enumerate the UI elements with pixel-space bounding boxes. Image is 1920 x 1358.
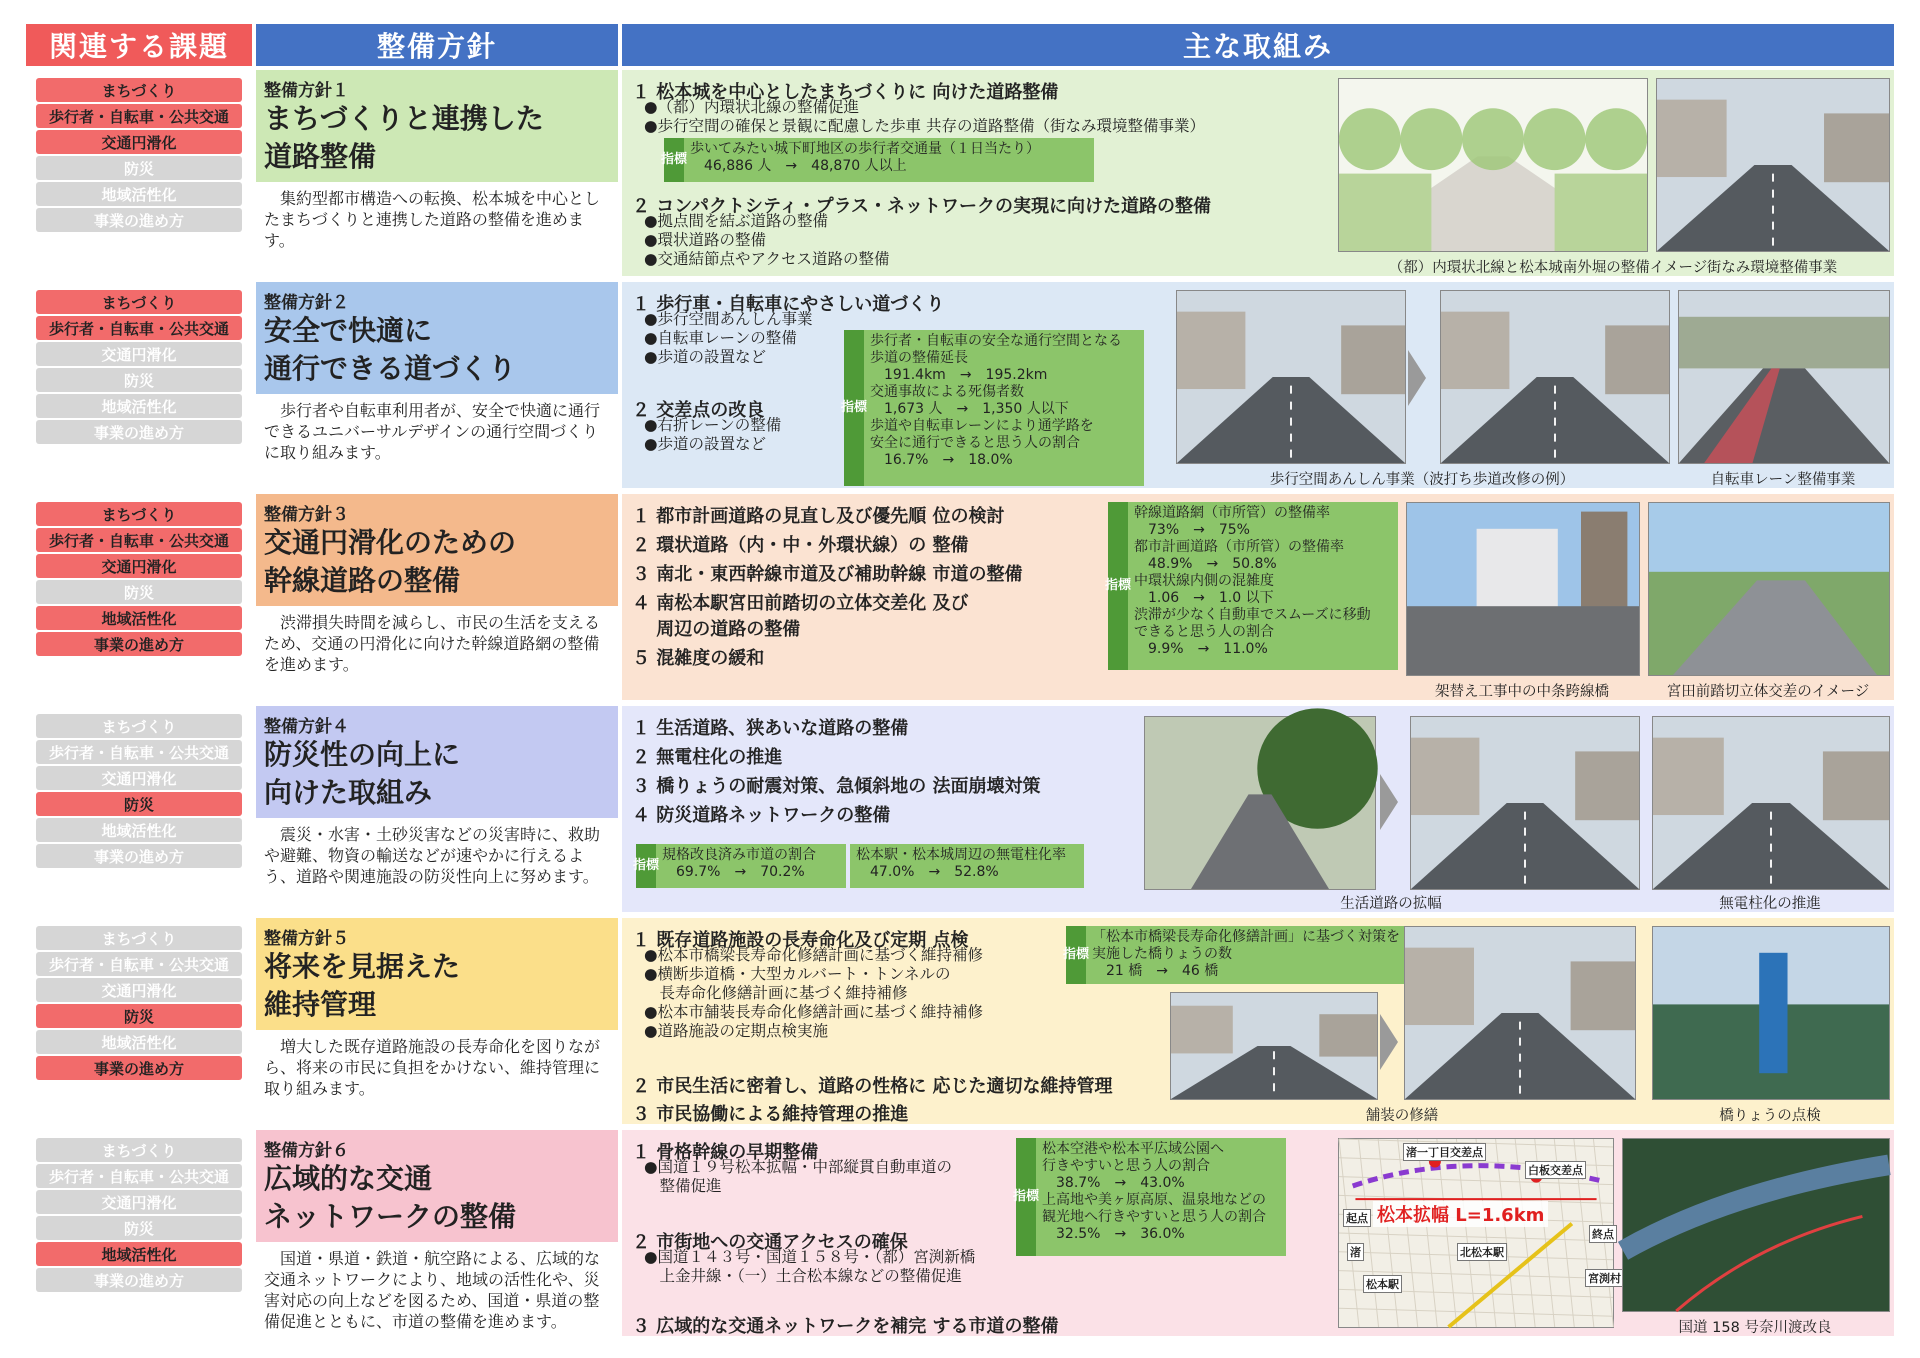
action-item: ２ 交差点の改良 <box>632 400 765 421</box>
policy-number: 整備方針３ <box>264 505 349 525</box>
action-item: ４ 防災道路ネットワークの整備 <box>632 805 891 826</box>
policy-header <box>256 494 618 606</box>
photo-caption: 橋りょうの点検 <box>1719 1108 1821 1124</box>
indicator-text: 「松本市橋梁長寿命化修繕計画」に基づく対策を 実施した橋りょうの数 21 橋 → 46 橋 <box>1092 929 1400 979</box>
policy-description: 震災・水害・土砂災害などの災害時に、救助や避難、物資の輸送などが速やかに行えるよう、道路や関連施設の防災性向上に努めます。 <box>256 818 618 918</box>
photo-image <box>1648 502 1890 676</box>
indicator-box <box>1105 502 1398 670</box>
policy-block <box>256 282 618 488</box>
policy-title: まちづくりと連携した 道路整備 <box>264 102 544 173</box>
photo-image <box>1404 926 1636 1100</box>
issue-tag: 地域活性化 <box>36 606 242 630</box>
photo-image <box>1656 78 1890 252</box>
issue-tag: 防災 <box>36 580 242 604</box>
issue-tag: 事業の進め方 <box>36 844 242 868</box>
photo-image <box>1170 992 1378 1100</box>
action-item: ２ 市民生活に密着し、道路の性格に 応じた適切な維持管理 <box>632 1076 1113 1097</box>
policy-header <box>256 918 618 1030</box>
map-section-label: 松本拡幅 L=1.6km <box>1373 1201 1548 1227</box>
action-subitems: ●松本市橋梁長寿命化修繕計画に基づく維持補修 ●横断歩道橋・大型カルバート・トンネルの 長寿命化修繕計画に基づく維持補修 ●松本市舗装長寿命化修繕計画に基づく維持補修 ●道路施設の定期点検実施 <box>644 946 984 1040</box>
map-label: 北松本駅 <box>1457 1243 1507 1261</box>
issue-tag: 交通円滑化 <box>36 554 242 578</box>
indicator-text: 松本空港や松本平広域公園へ 行きやすいと思う人の割合 38.7% → 43.0% 上高地や美ヶ原高原、温泉地などの 観光地へ行きやすいと思う人の割合 32.5% → 36.0% <box>1042 1141 1266 1242</box>
action-item: １ 歩行車・自転車にやさしい道づくり <box>632 294 945 315</box>
action-subitems: ●拠点間を結ぶ道路の整備 ●環状道路の整備 ●交通結節点やアクセス道路の整備 <box>644 212 890 268</box>
indicator-label: 指標 <box>1108 502 1128 670</box>
map-label: 渚一丁目交差点 <box>1403 1143 1486 1161</box>
issue-tag: 歩行者・自転車・公共交通 <box>36 740 242 764</box>
issue-tags <box>26 1130 252 1336</box>
action-subitems: ●国道１９号松本拡幅・中部縦貫自動車道の 整備促進 <box>644 1158 953 1195</box>
photo-caption: 生活道路の拡幅 <box>1340 896 1442 912</box>
action-item: １ 都市計画道路の見直し及び優先順 位の検討 <box>632 506 1005 527</box>
issue-tag: まちづくり <box>36 502 242 526</box>
policy-header <box>256 706 618 818</box>
issue-tag: 事業の進め方 <box>36 632 242 656</box>
issue-tag: 事業の進め方 <box>36 420 242 444</box>
policy-title: 将来を見据えた 維持管理 <box>264 950 461 1021</box>
policy-description: 国道・県道・鉄道・航空路による、広域的な交通ネットワークにより、地域の活性化や、災害対応の向上などを図るため、国道・県道の整備促進とともに、市道の整備を進めます。 <box>256 1242 618 1342</box>
issue-tag: 歩行者・自転車・公共交通 <box>36 1164 242 1188</box>
issue-tags <box>26 706 252 912</box>
photo-image <box>1652 716 1890 890</box>
action-item: ２ 無電柱化の推進 <box>632 747 783 768</box>
issue-tag: 防災 <box>36 792 242 816</box>
policy-block <box>256 706 618 912</box>
issue-tag: 防災 <box>36 156 242 180</box>
policy-title: 広域的な交通 ネットワークの整備 <box>264 1162 517 1233</box>
indicator-text: 歩行者・自転車の安全な通行空間となる 歩道の整備延長 191.4km → 195.2km 交通事故による死傷者数 1,673 人 → 1,350 人以下 歩道や自転車レーンにより通学路を 安全に通行できると思う人の割合 16.7% → 18.0% <box>870 333 1122 468</box>
photo-caption: 宮田前踏切立体交差のイメージ <box>1666 684 1870 700</box>
action-item: １ 既存道路施設の長寿命化及び定期 点検 <box>632 930 969 951</box>
actions-block <box>622 282 1894 488</box>
action-subitems: ●国道１４３号・国道１５８号・（都）宮渕新橋 上金井線・（一）土合松本線などの整備促進 <box>644 1248 976 1285</box>
indicator-text: 歩いてみたい城下町地区の歩行者交通量（１日当たり） 46,886 人 → 48,870 人以上 <box>690 141 1040 174</box>
actions-block <box>622 494 1894 700</box>
issue-tag: 歩行者・自転車・公共交通 <box>36 104 242 128</box>
policy-block <box>256 494 618 700</box>
indicator-label: 指標 <box>636 844 656 888</box>
photo-image <box>1410 716 1640 890</box>
indicator-label: 指標 <box>844 330 864 486</box>
issue-tag: まちづくり <box>36 290 242 314</box>
policy-block <box>256 918 618 1124</box>
issue-tags <box>26 70 252 276</box>
policy-row-6 <box>26 1130 1894 1336</box>
policy-title: 安全で快適に 通行できる道づくり <box>264 314 517 385</box>
indicator-box <box>633 844 846 888</box>
policy-number: 整備方針１ <box>264 81 349 101</box>
photo-caption: 自転車レーン整備事業 <box>1710 472 1856 488</box>
photo-image <box>1678 290 1890 464</box>
action-item: ２ 環状道路（内・中・外環状線）の 整備 <box>632 535 969 556</box>
actions-block <box>622 1130 1894 1336</box>
issue-tags <box>26 918 252 1124</box>
issue-tags <box>26 494 252 700</box>
issue-tag: 交通円滑化 <box>36 978 242 1002</box>
policy-row-3 <box>26 494 1894 700</box>
photo-caption: 歩行空間あんしん事業（波打ち歩道改修の例） <box>1269 472 1575 488</box>
action-item: ５ 混雑度の緩和 <box>632 648 765 669</box>
issue-tag: 地域活性化 <box>36 182 242 206</box>
issue-tag: 歩行者・自転車・公共交通 <box>36 952 242 976</box>
issue-tag: 地域活性化 <box>36 818 242 842</box>
header-policy: 整備方針 <box>256 24 618 66</box>
indicator-box <box>841 330 1144 486</box>
issue-tag: 交通円滑化 <box>36 130 242 154</box>
photo-caption: 国道 158 号奈川渡改良 <box>1678 1320 1832 1336</box>
policy-description: 集約型都市構造への転換、松本城を中心としたまちづくりと連携した道路の整備を進めます。 <box>256 182 618 282</box>
action-item: ３ 南北・東西幹線市道及び補助幹線 市道の整備 <box>632 564 1023 585</box>
header-issues: 関連する課題 <box>26 24 252 66</box>
issue-tag: 交通円滑化 <box>36 766 242 790</box>
photo-caption: 無電柱化の推進 <box>1719 896 1821 912</box>
action-item: １ 骨格幹線の早期整備 <box>632 1142 819 1163</box>
indicator-label: 指標 <box>1016 1138 1036 1256</box>
action-item: ３ 市民協働による維持管理の推進 <box>632 1104 909 1125</box>
photo-image <box>1338 78 1648 252</box>
policy-row-1 <box>26 70 1894 276</box>
issue-tag: 事業の進め方 <box>36 208 242 232</box>
indicator-text: 松本駅・松本城周辺の無電柱化率 47.0% → 52.8% <box>856 847 1066 880</box>
arrow-icon <box>1380 774 1398 830</box>
arrow-icon <box>1408 350 1426 406</box>
photo-image <box>1144 716 1376 890</box>
policy-description: 渋滞損失時間を減らし、市民の生活を支えるため、交通の円滑化に向けた幹線道路網の整備を進めます。 <box>256 606 618 706</box>
photo-caption: 街なみ環境整備事業 <box>1706 260 1838 276</box>
photo-image <box>1622 1138 1890 1312</box>
policy-title: 防災性の向上に 向けた取組み <box>264 738 461 809</box>
map-label: 宮渕村 <box>1585 1269 1624 1287</box>
policy-row-5 <box>26 918 1894 1124</box>
indicator-box <box>1063 926 1436 984</box>
actions-block <box>622 918 1894 1124</box>
action-item: ３ 橋りょうの耐震対策、急傾斜地の 法面崩壊対策 <box>632 776 1041 797</box>
indicator-label: 指標 <box>1066 926 1086 984</box>
map-label: 松本駅 <box>1363 1275 1402 1293</box>
policy-block <box>256 70 618 276</box>
issue-tag: 防災 <box>36 368 242 392</box>
issue-tag: 事業の進め方 <box>36 1056 242 1080</box>
issue-tags <box>26 282 252 488</box>
indicator-box <box>1013 1138 1286 1256</box>
policy-number: 整備方針４ <box>264 717 349 737</box>
action-subitems: ●右折レーンの整備 ●歩道の設置など <box>644 416 782 453</box>
photo-image <box>1440 290 1670 464</box>
policy-block <box>256 1130 618 1336</box>
photo-caption: （都）内環状北線と松本城南外堀の整備イメージ <box>1388 260 1708 276</box>
action-item: １ 松本城を中心としたまちづくりに 向けた道路整備 <box>632 82 1059 103</box>
arrow-icon <box>1380 1014 1398 1070</box>
issue-tag: 事業の進め方 <box>36 1268 242 1292</box>
photo-image <box>1176 290 1406 464</box>
map-label: 起点 <box>1343 1209 1371 1227</box>
issue-tag: 防災 <box>36 1216 242 1240</box>
issue-tag: 地域活性化 <box>36 1030 242 1054</box>
policy-description: 歩行者や自転車利用者が、安全で快適に通行できるユニバーサルデザインの通行空間づくりに取り組みます。 <box>256 394 618 494</box>
issue-tag: 地域活性化 <box>36 1242 242 1266</box>
indicator-box <box>661 138 1094 182</box>
photo-image <box>1406 502 1640 676</box>
policy-header <box>256 282 618 394</box>
policy-header <box>256 1130 618 1242</box>
map-label: 渚 <box>1347 1243 1364 1261</box>
issue-tag: 交通円滑化 <box>36 1190 242 1214</box>
action-item: ４ 南松本駅宮田前踏切の立体交差化 及び 周辺の道路の整備 <box>632 593 969 640</box>
action-subitems: ●歩行空間あんしん事業 ●自転車レーンの整備 ●歩道の設置など <box>644 310 813 366</box>
issue-tag: 歩行者・自転車・公共交通 <box>36 316 242 340</box>
header-actions: 主な取組み <box>622 24 1894 66</box>
indicator-text: 規格改良済み市道の割合 69.7% → 70.2% <box>662 847 816 880</box>
indicator-text: 幹線道路網（市所管）の整備率 73% → 75% 都市計画道路（市所管）の整備率 48.9% → 50.8% 中環状線内側の混雑度 1.06 → 1.0 以下 渋滞が少なく自動車でスムーズに移動 できると思う人の割合 9.9% → 11.0% <box>1134 505 1371 657</box>
policy-description: 増大した既存道路施設の長寿命化を図りながら、将来の市民に負担をかけない、維持管理に取り組みます。 <box>256 1030 618 1130</box>
map-label: 白板交差点 <box>1525 1161 1586 1179</box>
route-map <box>1338 1138 1621 1328</box>
issue-tag: まちづくり <box>36 926 242 950</box>
map-label: 終点 <box>1589 1225 1617 1243</box>
policy-row-4 <box>26 706 1894 912</box>
photo-image <box>1652 926 1890 1100</box>
issue-tag: まちづくり <box>36 1138 242 1162</box>
action-subitems: ●（都）内環状北線の整備促進 ●歩行空間の確保と景観に配慮した歩車 共存の道路整備（街なみ環境整備事業） <box>644 98 1205 135</box>
issue-tag: 地域活性化 <box>36 394 242 418</box>
photo-caption: 舗装の修繕 <box>1365 1108 1439 1124</box>
policy-header <box>256 70 618 182</box>
issue-tag: まちづくり <box>36 78 242 102</box>
policy-number: 整備方針２ <box>264 293 349 313</box>
actions-block <box>622 706 1894 912</box>
indicator-box <box>850 844 1084 888</box>
policy-row-2 <box>26 282 1894 488</box>
action-item: ２ 市街地への交通アクセスの確保 <box>632 1232 908 1253</box>
indicator-label: 指標 <box>664 138 684 182</box>
issue-tag: 防災 <box>36 1004 242 1028</box>
photo-caption: 架替え工事中の中条跨線橋 <box>1435 684 1609 700</box>
issue-tag: 交通円滑化 <box>36 342 242 366</box>
policy-title: 交通円滑化のための 幹線道路の整備 <box>264 526 517 597</box>
action-item: １ 生活道路、狭あいな道路の整備 <box>632 718 909 739</box>
issue-tag: 歩行者・自転車・公共交通 <box>36 528 242 552</box>
action-item: ２ コンパクトシティ・プラス・ネットワークの実現に向けた道路の整備 <box>632 196 1212 217</box>
policy-number: 整備方針５ <box>264 929 349 949</box>
issue-tag: まちづくり <box>36 714 242 738</box>
actions-block <box>622 70 1894 276</box>
policy-number: 整備方針６ <box>264 1141 349 1161</box>
action-item: ３ 広域的な交通ネットワークを補完 する市道の整備 <box>632 1316 1059 1337</box>
